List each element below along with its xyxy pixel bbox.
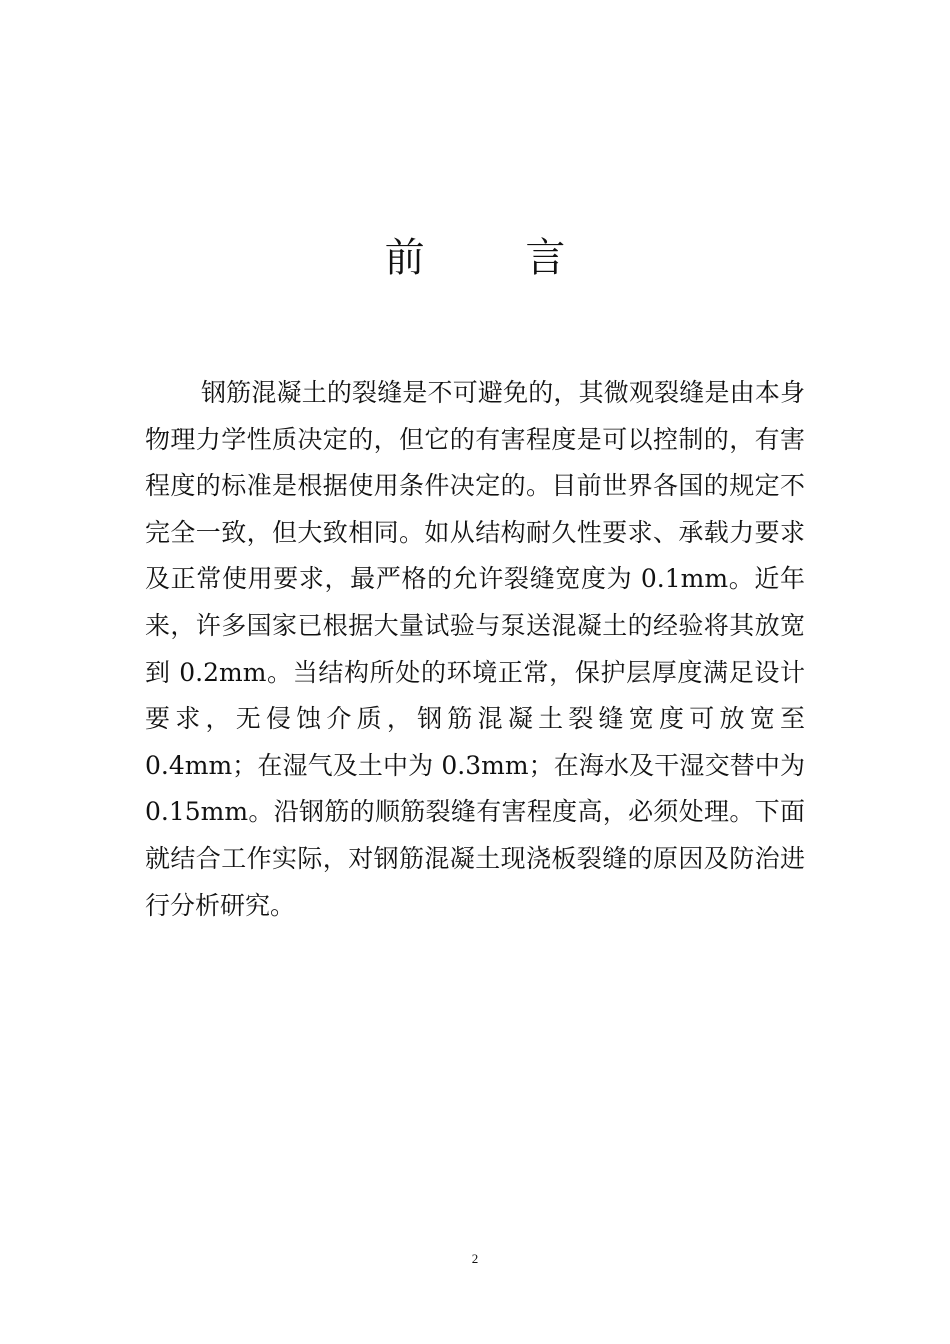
page-number: 2 xyxy=(471,1251,479,1266)
preface-paragraph: 钢筋混凝土的裂缝是不可避免的，其微观裂缝是由本身物理力学性质决定的，但它的有害程度是可以控制的，有害程度的标准是根据使用条件决定的。目前世界各国的规定不完全一致，但大致相同。如从结构耐久性要求、承载力要求及正常使用要求，最严格的允许裂缝宽度为 0.1mm。近年来，许多国家已根据大量试验与泵送混凝土的经验将其放宽到 0.2mm。当结构所处的环境正常，保护层厚度满足设计要求，无侵蚀介质，钢筋混凝土裂缝宽度可放宽至 0.4mm；在湿气及土中为 0.3mm；在海水及干湿交替中为 0.15mm。沿钢筋的顺筋裂缝有害程度高，必须处理。下面就结合工作实际，对钢筋混凝土现浇板裂缝的原因及防治进行分析研究。 xyxy=(145,378,805,920)
page-title: 前 言 xyxy=(384,235,610,281)
